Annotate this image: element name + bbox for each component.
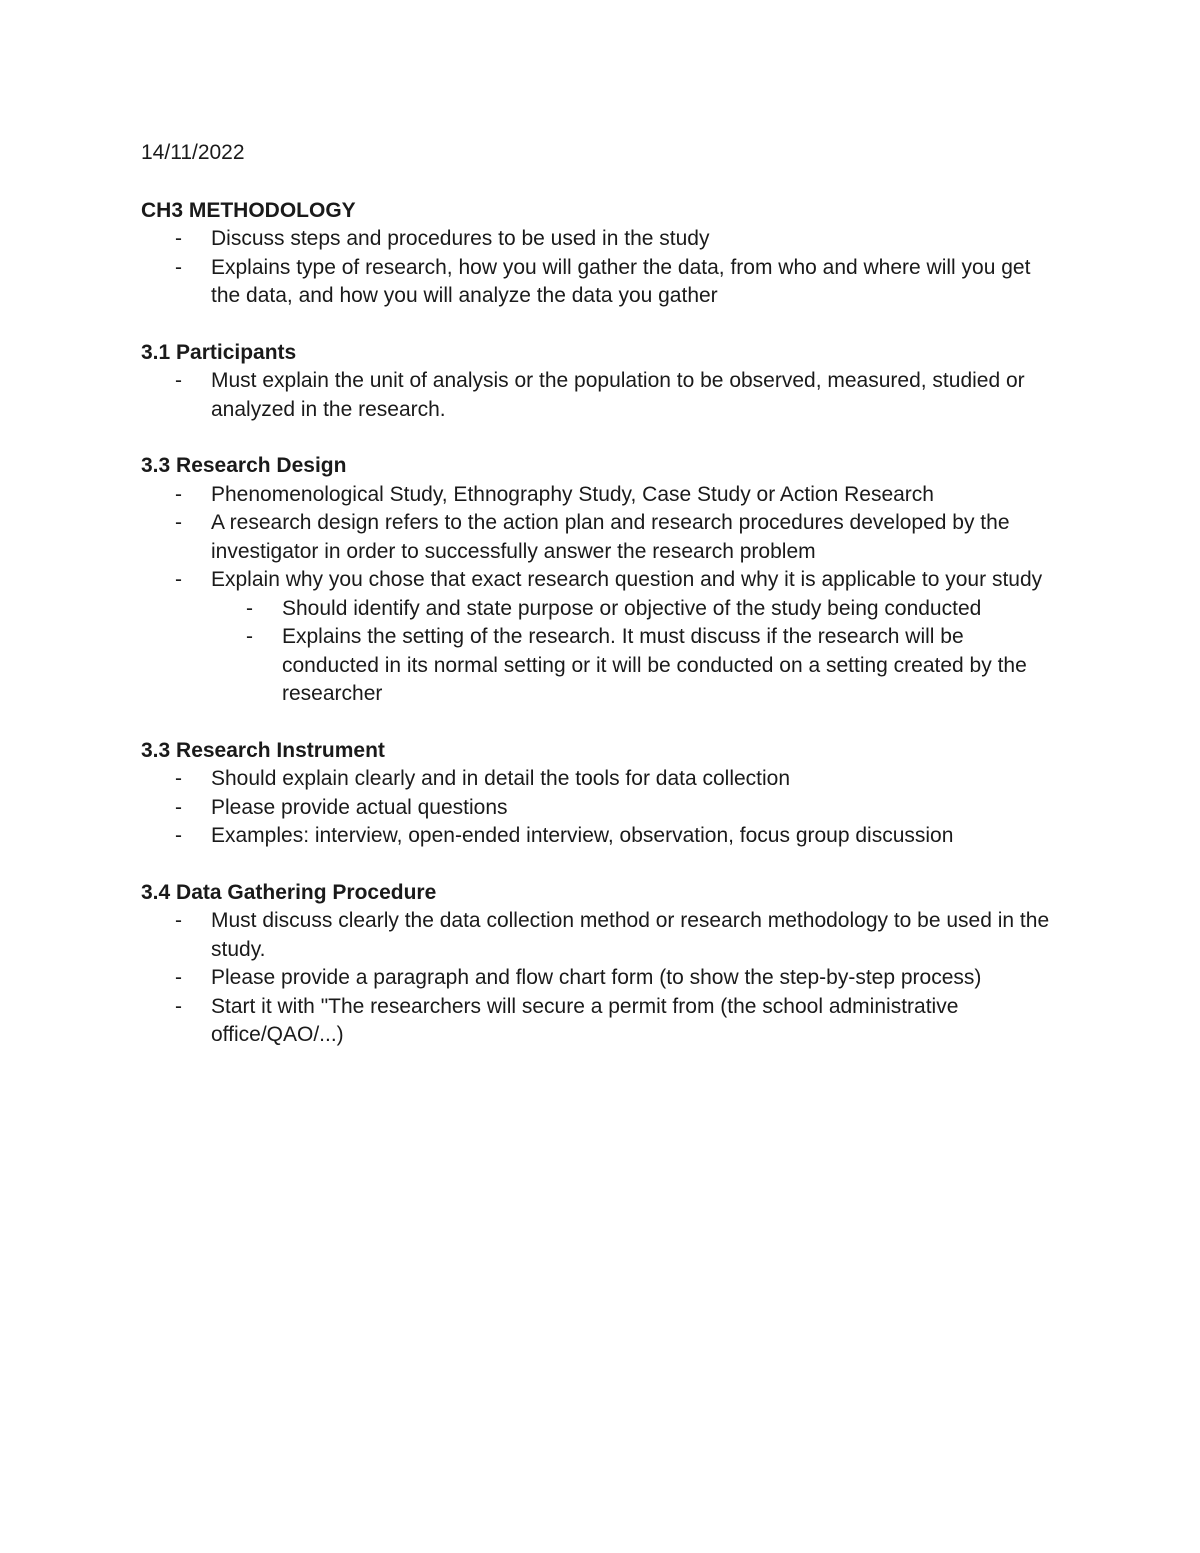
bullet-list — [141, 907, 1061, 1050]
bullet-dash: - — [246, 625, 253, 648]
section-research-instrument — [141, 737, 1061, 851]
bullet-list — [141, 367, 1061, 424]
bullet-list — [141, 481, 1061, 709]
list-item-text: Start it with "The researchers will secure a permit from (the school administrative office/QAO/...) — [211, 994, 959, 1046]
bullet-dash: - — [175, 824, 182, 847]
list-item-text: Discuss steps and procedures to be used in the study — [211, 227, 710, 250]
bullet-dash: - — [246, 596, 253, 620]
bullet-dash: - — [175, 994, 182, 1018]
list-item — [141, 566, 1061, 709]
list-item — [141, 765, 1061, 794]
bullet-dash: - — [175, 909, 182, 932]
list-item — [141, 225, 1061, 254]
list-item — [141, 481, 1061, 510]
bullet-dash: - — [175, 795, 182, 819]
list-item-text: Please provide a paragraph and flow chart form (to show the step-by-step process) — [211, 966, 982, 989]
list-item — [141, 367, 1061, 424]
list-item — [141, 794, 1061, 823]
bullet-dash: - — [175, 369, 182, 392]
section-heading: 3.3 Research Design — [141, 454, 347, 477]
section-heading: 3.4 Data Gathering Procedure — [141, 880, 437, 904]
list-item — [141, 822, 1061, 851]
bullet-list — [141, 225, 1061, 311]
list-item — [141, 907, 1061, 964]
document-date: 14/11/2022 — [141, 141, 245, 164]
bullet-dash: - — [175, 511, 182, 534]
list-item-text: Explain why you chose that exact research question and why it is applicable to your study — [211, 568, 1043, 591]
list-item-text: Must discuss clearly the data collection method or research methodology to be used in the study. — [211, 909, 1050, 961]
bullet-dash: - — [175, 255, 182, 279]
section-heading: 3.3 Research Instrument — [141, 738, 385, 762]
list-item-text: A research design refers to the action plan and research procedures developed by the investigator in order to successfully answer the research problem — [211, 511, 1010, 563]
list-item — [141, 993, 1061, 1050]
list-item-text: Examples: interview, open-ended interview, observation, focus group discussion — [211, 824, 954, 847]
bullet-dash: - — [175, 568, 182, 591]
list-item — [141, 254, 1061, 311]
section-heading: CH3 METHODOLOGY — [141, 198, 356, 222]
sub-list-item — [211, 623, 1061, 709]
bullet-dash: - — [175, 966, 182, 989]
bullet-list — [141, 765, 1061, 851]
section-research-design — [141, 452, 1061, 709]
sub-list-item-text: Should identify and state purpose or objective of the study being conducted — [282, 596, 982, 620]
section-participants — [141, 339, 1061, 425]
list-item-text: Please provide actual questions — [211, 795, 508, 819]
bullet-dash: - — [175, 767, 182, 790]
section-data-gathering — [141, 879, 1061, 1050]
list-item-text: Phenomenological Study, Ethnography Study, Case Study or Action Research — [211, 482, 934, 506]
list-item-text: Must explain the unit of analysis or the population to be observed, measured, studied or analyzed in the research. — [211, 369, 1025, 421]
list-item-text: Explains type of research, how you will gather the data, from who and where will you get the data, and how you will analyze the data you gather — [211, 255, 1031, 307]
bullet-dash: - — [175, 482, 182, 506]
sub-list-item-text: Explains the setting of the research. It must discuss if the research will be conducted in its normal setting or it will be conducted on a setting created by the researcher — [282, 625, 1027, 705]
list-item — [141, 964, 1061, 993]
bullet-dash: - — [175, 227, 182, 250]
section-methodology — [141, 197, 1061, 311]
document-body — [141, 139, 1061, 1078]
list-item-text: Should explain clearly and in detail the tools for data collection — [211, 767, 791, 790]
sub-bullet-list — [211, 595, 1061, 709]
list-item — [141, 509, 1061, 566]
sub-list-item — [211, 595, 1061, 624]
section-heading: 3.1 Participants — [141, 340, 297, 364]
